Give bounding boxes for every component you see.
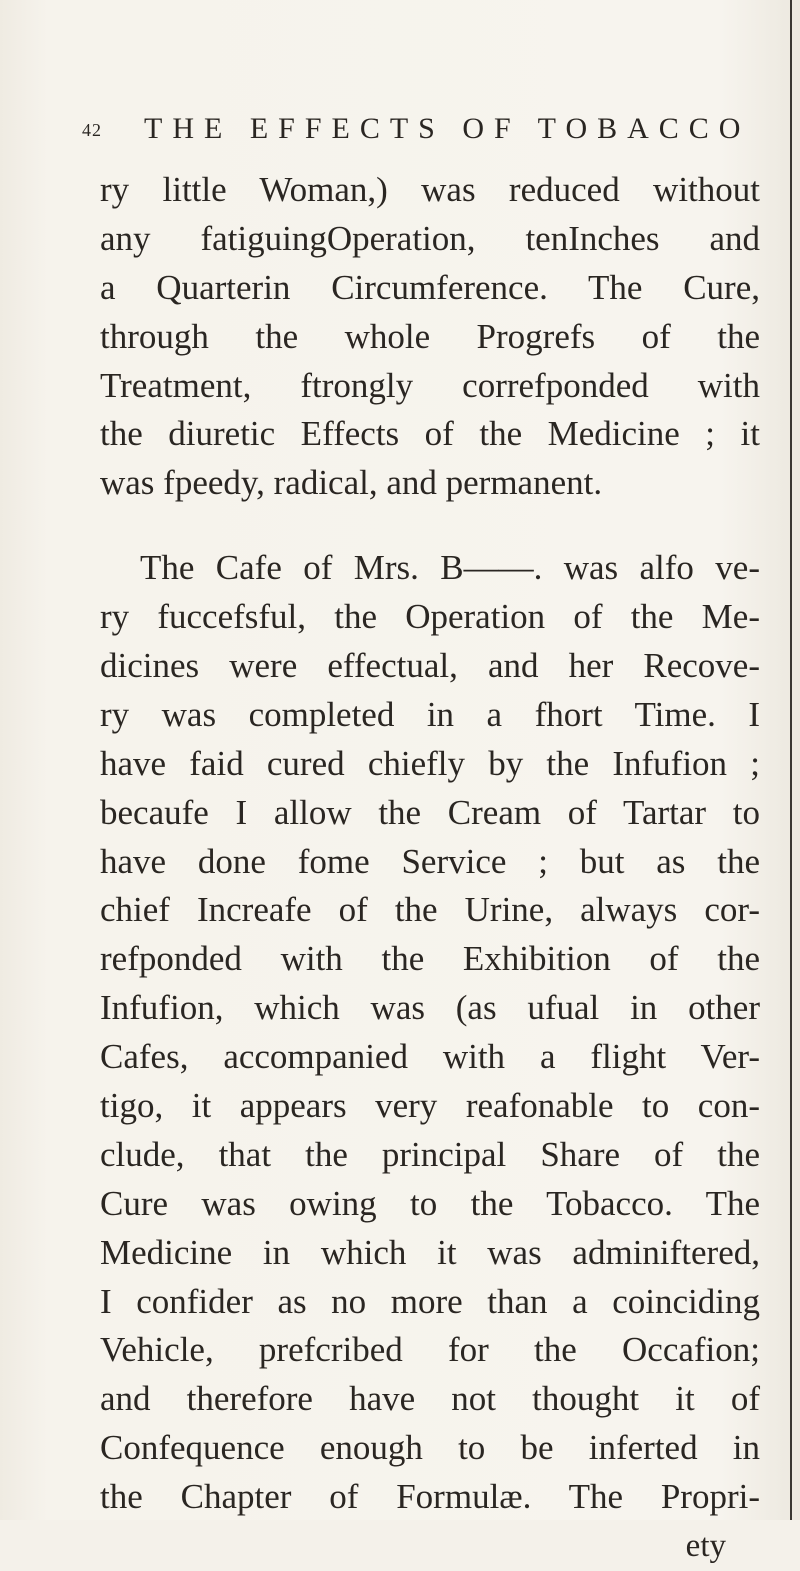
text-line: have faid cured chiefly by the Infufion ; (100, 743, 760, 783)
text-line: clude, that the principal Share of the (100, 1134, 760, 1174)
text-line: and therefore have not thought it of (100, 1379, 760, 1419)
text-line: ry fuccefsful, the Operation of the Me- (100, 597, 760, 637)
text-line: any fatiguingOperation, tenInches and (100, 218, 760, 258)
catchword: ety (685, 1528, 726, 1565)
text-line: The Cafe of Mrs. B——. was alfo ve- (140, 548, 760, 588)
text-line: ry little Woman,) was reduced without (100, 170, 760, 209)
text-line: Medicine in which it was adminiftered, (100, 1232, 760, 1272)
text-line: becaufe I allow the Cream of Tartar to (100, 792, 760, 832)
text-line: I confider as no more than a coinciding (100, 1281, 760, 1321)
text-line: Cure was owing to the Tobacco. The (100, 1183, 760, 1223)
text-line: refponded with the Exhibition of the (100, 939, 760, 979)
text-line: Infufion, which was (as ufual in other (100, 988, 760, 1028)
text-line: dicines were effectual, and her Recove- (100, 646, 760, 686)
text-line: was fpeedy, radical, and permanent. (100, 463, 603, 503)
page-number: 42 (82, 120, 102, 140)
text-line: tigo, it appears very reafonable to con- (100, 1086, 760, 1126)
text-line: through the whole Progrefs of the (100, 316, 760, 356)
text-line: have done fome Service ; but as the (100, 841, 760, 881)
text-line: Vehicle, prefcribed for the Occafion; (100, 1330, 760, 1370)
paragraph-gap (100, 508, 760, 544)
page-edge-shadow (790, 0, 792, 1520)
text-line: Confequence enough to be inferted in (100, 1428, 760, 1468)
text-line: the Chapter of Formulæ. The Propri- (100, 1477, 760, 1517)
body-text (100, 166, 760, 1571)
text-line: ry was completed in a fhort Time. I (100, 694, 760, 734)
text-line: chief Increafe of the Urine, always cor- (100, 890, 760, 930)
text-line: a Quarterin Circumference. The Cure, (100, 267, 760, 307)
text-line: Cafes, accompanied with a flight Ver- (100, 1037, 760, 1077)
text-line: the diuretic Effects of the Medicine ; it (100, 414, 760, 454)
running-head (60, 112, 760, 152)
running-title: THE EFFECTS OF TOBACCO (144, 112, 751, 145)
text-line: Treatment, ftrongly correfponded with (100, 365, 760, 405)
